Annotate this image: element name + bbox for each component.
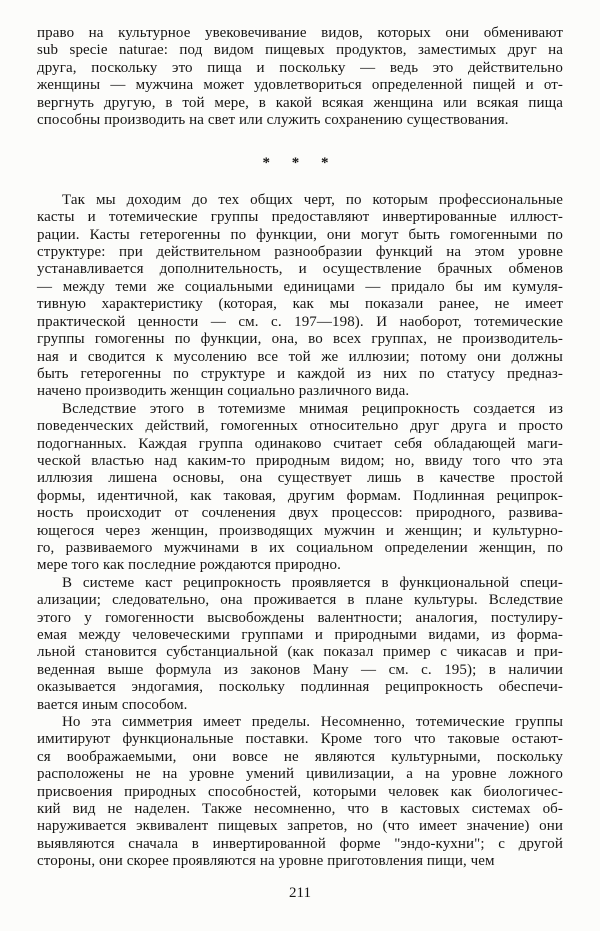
paragraph	[37, 714, 563, 871]
text-line: этого у гомогенности высвобождены валентности; аналогия, постулиру-	[37, 609, 563, 626]
paragraph	[37, 575, 563, 714]
text-line: Но эта симметрия имеет пределы. Несомненно, тотемические группы	[62, 714, 563, 731]
text-line: мере того как последние рождаются природно.	[37, 557, 341, 574]
text-line: го, развиваемого мужчинами в их социальном определении женщин, по	[37, 539, 563, 556]
text-line: группы гомогенны по функции, она, во всех группах, не производитель-	[37, 331, 563, 348]
text-line: веденная выше формула из законов Ману — см. с. 195); в наличии	[37, 661, 563, 678]
text-line: ся воображаемыми, они вовсе не являются культурными, поскольку	[37, 748, 563, 765]
text-line: структуре: при действительном разнообразии функций на этом уровне	[37, 244, 563, 261]
text-line: поведенческих действий, гомогенных относительно друг друга и просто	[37, 418, 563, 435]
text-line: Так мы доходим до тех общих черт, по которым профессиональные	[62, 191, 563, 208]
text-line: имитируют функциональные поставки. Кроме того что таковые остают-	[37, 731, 563, 748]
text-line: устанавливается дополнительность, и осуществление брачных обменов	[37, 261, 563, 278]
text-line: емая между человеческими группами и природными видами, из форма-	[37, 627, 563, 643]
paragraph	[37, 25, 563, 129]
text-line: стороны, они скорее проявляются на уровне приготовления пищи, чем	[37, 853, 495, 870]
text-line: женщины — мужчина может удовлетвориться определенной пищей и от-	[37, 77, 563, 94]
text-line: вается иным способом.	[37, 696, 188, 713]
text-line: Вследствие этого в тотемизме мнимая реципрокность создается из	[62, 400, 563, 417]
text-line: вергнуть другую, в той мере, в какой всякая женщина или всякая пища	[37, 94, 563, 111]
text-line: ческой властью над каким-то природным видом; но, ввиду того что эта	[37, 452, 563, 469]
text-line: ность происходит от сочленения двух процессов: природного, развива-	[37, 505, 563, 522]
paragraph	[37, 192, 563, 401]
text-line: практической ценности — см. с. 197—198). И наоборот, тотемические	[37, 313, 563, 330]
text-line: кий вид не наделен. Также несомненно, что в кастовых системах об-	[37, 801, 563, 818]
section-separator: * * *	[262, 155, 338, 172]
text-line: — между теми же социальными единицами — придало бы им кумуля-	[37, 278, 563, 295]
text-line: ная и сводится к мусолению все той же иллюзии; потому они должны	[37, 348, 563, 365]
text-line: формы, идентичной, как таковая, другим формам. Подлинная реципрок-	[37, 487, 563, 504]
text-line: быть гетерогенны по структуре и каждой из них по статусу предназ-	[37, 365, 563, 382]
page-number: 211	[289, 885, 311, 901]
paragraph	[37, 401, 563, 575]
text-line: рации. Касты гетерогенны по функции, они могут быть гомогенными по	[37, 226, 563, 243]
text-line: друга, поскольку это пища и поскольку — ведь это действительно	[37, 59, 563, 76]
text-line: иллюзия лишена основы, она существует лишь в качестве простой	[37, 470, 563, 487]
text-column	[37, 25, 563, 871]
text-line: наруживается эквивалент пищевых запретов, но (что имеет значение) они	[37, 818, 563, 835]
text-line: sub specie naturae: под видом пищевых продуктов, заместимых друг на	[37, 42, 563, 59]
text-line: расположены не на уровне умений цивилизации, а на уровне ложного	[37, 766, 563, 783]
text-line: льной становится субстанциальной (как показал пример с чикасав и при-	[37, 644, 563, 661]
text-line: право на культурное увековечивание видов, которых они обменивают	[37, 25, 563, 41]
text-line: начено производить женщин социально различного вида.	[37, 383, 410, 400]
text-line: подогнанных. Каждая группа одинаково считает себя обладающей маги-	[37, 435, 563, 452]
text-line: ализации; следовательно, она проживается в плане культуры. Вследствие	[37, 592, 563, 609]
text-line: способны производить на свет или служить сохранению существования.	[37, 112, 509, 129]
text-line: ющегося через женщин, производящих мужчин и женщин; и культурно-	[37, 522, 563, 539]
text-line: оказывается эндогамия, поскольку подлинная реципрокность обеспечи-	[37, 679, 563, 696]
text-line: тивную характеристику (которая, как мы показали ранее, не имеет	[37, 296, 563, 313]
text-line: выявляются сначала в инвертированной форме "эндо-кухни"; с другой	[37, 835, 563, 852]
text-line: присвоения природных способностей, которыми человек как биологичес-	[37, 783, 563, 800]
text-line: В системе каст реципрокность проявляется в функциональной специ-	[62, 574, 563, 591]
text-line: касты и тотемические группы предоставляют инвертированные иллюст-	[37, 209, 563, 226]
